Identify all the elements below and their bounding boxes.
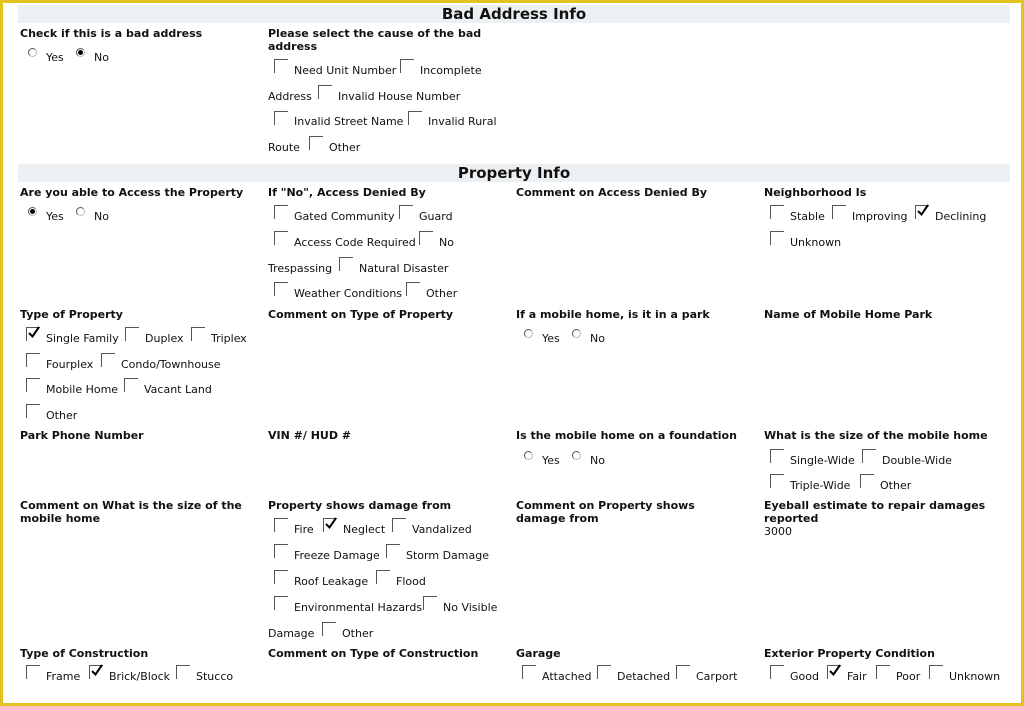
bad-address-no-radio[interactable] xyxy=(76,48,85,57)
comment-size-label: Comment on What is the size of the mobile home xyxy=(20,499,242,525)
type-fourplex-checkbox[interactable] xyxy=(26,353,40,367)
denied-trespassing-label: Trespassing xyxy=(268,262,333,275)
damage-environmental-label: Environmental Hazards xyxy=(294,601,423,614)
section-header-bad-address: Bad Address Info xyxy=(18,5,1010,23)
exterior-fair-label: Fair xyxy=(847,670,867,683)
damage-freeze-checkbox[interactable] xyxy=(274,544,288,558)
exterior-good-checkbox[interactable] xyxy=(770,665,784,679)
damage-vandalized-checkbox[interactable] xyxy=(392,518,406,532)
section-header-property-info: Property Info xyxy=(18,164,1010,182)
cause-other-checkbox[interactable] xyxy=(309,136,323,150)
cause-address-label: Address xyxy=(268,90,312,103)
mobile-in-park-label: If a mobile home, is it in a park xyxy=(516,308,710,321)
estimate-label: Eyeball estimate to repair damages reported xyxy=(764,499,986,525)
park-phone-label: Park Phone Number xyxy=(20,429,144,442)
denied-weather-conditions-checkbox[interactable] xyxy=(274,282,288,296)
bad-address-yes-label: Yes xyxy=(46,51,64,64)
denied-access-code-checkbox[interactable] xyxy=(274,231,288,245)
damage-roof-leakage-label: Roof Leakage xyxy=(294,575,369,588)
damage-storm-checkbox[interactable] xyxy=(386,544,400,558)
checkmark-icon xyxy=(916,203,930,217)
cause-other-label: Other xyxy=(329,141,361,154)
park-no-label: No xyxy=(590,332,605,345)
type-duplex-label: Duplex xyxy=(145,332,184,345)
construction-frame-label: Frame xyxy=(46,670,81,683)
damage-damage-label: Damage xyxy=(268,627,315,640)
access-yes-label: Yes xyxy=(46,210,64,223)
cause-incomplete-label: Incomplete xyxy=(420,64,482,77)
damage-no-visible-checkbox[interactable] xyxy=(423,596,437,610)
construction-stucco-label: Stucco xyxy=(196,670,234,683)
damage-label: Property shows damage from xyxy=(268,499,452,512)
denied-gated-community-label: Gated Community xyxy=(294,210,395,223)
comment-type-label: Comment on Type of Property xyxy=(268,308,454,321)
garage-detached-label: Detached xyxy=(617,670,671,683)
size-double-wide-label: Double-Wide xyxy=(882,454,952,467)
type-fourplex-label: Fourplex xyxy=(46,358,94,371)
type-triplex-checkbox[interactable] xyxy=(191,327,205,341)
construction-stucco-checkbox[interactable] xyxy=(176,665,190,679)
type-condo-townhouse-checkbox[interactable] xyxy=(101,353,115,367)
construction-frame-checkbox[interactable] xyxy=(26,665,40,679)
bad-address-no-label: No xyxy=(94,51,109,64)
denied-natural-disaster-checkbox[interactable] xyxy=(339,257,353,271)
cause-invalid-rural-label: Invalid Rural xyxy=(428,115,497,128)
checkmark-icon xyxy=(828,663,842,677)
estimate-value: 3000 xyxy=(764,525,792,538)
neighborhood-unknown-checkbox[interactable] xyxy=(770,231,784,245)
cause-need-unit-number-checkbox[interactable] xyxy=(274,59,288,73)
checkmark-icon xyxy=(27,325,41,339)
exterior-label: Exterior Property Condition xyxy=(764,647,935,660)
exterior-unknown-label: Unknown xyxy=(949,670,1001,683)
neighborhood-unknown-label: Unknown xyxy=(790,236,842,249)
garage-carport-label: Carport xyxy=(696,670,738,683)
exterior-unknown-checkbox[interactable] xyxy=(929,665,943,679)
mobile-size-label: What is the size of the mobile home xyxy=(764,429,988,442)
exterior-poor-checkbox[interactable] xyxy=(876,665,890,679)
cause-invalid-house-number-checkbox[interactable] xyxy=(318,85,332,99)
neighborhood-stable-label: Stable xyxy=(790,210,825,223)
damage-neglect-checkbox[interactable] xyxy=(323,518,337,532)
damage-neglect-label: Neglect xyxy=(343,523,386,536)
access-property-label: Are you able to Access the Property xyxy=(20,186,244,199)
type-single-family-checkbox[interactable] xyxy=(26,327,40,341)
size-other-label: Other xyxy=(880,479,912,492)
denied-other-label: Other xyxy=(426,287,458,300)
denied-access-code-label: Access Code Required xyxy=(294,236,416,249)
damage-vandalized-label: Vandalized xyxy=(412,523,472,536)
type-mobile-home-label: Mobile Home xyxy=(46,383,119,396)
size-double-wide-checkbox[interactable] xyxy=(862,449,876,463)
denied-other-checkbox[interactable] xyxy=(406,282,420,296)
checkmark-icon xyxy=(324,516,338,530)
type-mobile-home-checkbox[interactable] xyxy=(26,378,40,392)
garage-carport-checkbox[interactable] xyxy=(676,665,690,679)
garage-detached-checkbox[interactable] xyxy=(597,665,611,679)
comment-access-label: Comment on Access Denied By xyxy=(516,186,708,199)
type-vacant-land-label: Vacant Land xyxy=(144,383,212,396)
denied-no-label: No xyxy=(439,236,454,249)
cause-need-unit-number-label: Need Unit Number xyxy=(294,64,397,77)
type-of-property-label: Type of Property xyxy=(20,308,123,321)
damage-flood-checkbox[interactable] xyxy=(376,570,390,584)
type-duplex-checkbox[interactable] xyxy=(125,327,139,341)
park-no-radio[interactable] xyxy=(572,329,581,338)
neighborhood-label: Neighborhood Is xyxy=(764,186,867,199)
cause-incomplete-checkbox[interactable] xyxy=(400,59,414,73)
type-condo-townhouse-label: Condo/Townhouse xyxy=(121,358,221,371)
cause-route-label: Route xyxy=(268,141,300,154)
checkmark-icon xyxy=(90,663,104,677)
type-single-family-label: Single Family xyxy=(46,332,119,345)
damage-roof-leakage-checkbox[interactable] xyxy=(274,570,288,584)
access-yes-radio[interactable] xyxy=(28,207,37,216)
size-triple-wide-checkbox[interactable] xyxy=(770,474,784,488)
denied-weather-conditions-label: Weather Conditions xyxy=(294,287,403,300)
access-no-label: No xyxy=(94,210,109,223)
cause-invalid-house-number-label: Invalid House Number xyxy=(338,90,461,103)
cause-invalid-street-name-label: Invalid Street Name xyxy=(294,115,404,128)
denied-guard-checkbox[interactable] xyxy=(399,205,413,219)
garage-attached-checkbox[interactable] xyxy=(522,665,536,679)
type-other-label: Other xyxy=(46,409,78,422)
comment-damage-label: Comment on Property shows damage from xyxy=(516,499,695,525)
damage-other-label: Other xyxy=(342,627,374,640)
foundation-no-label: No xyxy=(590,454,605,467)
construction-brick-block-label: Brick/Block xyxy=(109,670,170,683)
park-yes-radio[interactable] xyxy=(524,329,533,338)
damage-fire-checkbox[interactable] xyxy=(274,518,288,532)
denied-no-checkbox[interactable] xyxy=(419,231,433,245)
foundation-yes-label: Yes xyxy=(542,454,560,467)
cause-invalid-street-name-checkbox[interactable] xyxy=(274,111,288,125)
foundation-no-radio[interactable] xyxy=(572,451,581,460)
comment-construction-label: Comment on Type of Construction xyxy=(268,647,479,660)
park-name-label: Name of Mobile Home Park xyxy=(764,308,933,321)
bad-address-cause-label: Please select the cause of the bad address xyxy=(268,27,482,53)
cause-invalid-rural-checkbox[interactable] xyxy=(408,111,422,125)
size-other-checkbox[interactable] xyxy=(860,474,874,488)
size-single-wide-label: Single-Wide xyxy=(790,454,855,467)
damage-storm-label: Storm Damage xyxy=(406,549,489,562)
denied-guard-label: Guard xyxy=(419,210,453,223)
damage-environmental-checkbox[interactable] xyxy=(274,596,288,610)
type-vacant-land-checkbox[interactable] xyxy=(124,378,138,392)
size-single-wide-checkbox[interactable] xyxy=(770,449,784,463)
foundation-label: Is the mobile home on a foundation xyxy=(516,429,737,442)
park-yes-label: Yes xyxy=(542,332,560,345)
size-triple-wide-label: Triple-Wide xyxy=(790,479,851,492)
neighborhood-improving-label: Improving xyxy=(852,210,908,223)
garage-label: Garage xyxy=(516,647,561,660)
exterior-poor-label: Poor xyxy=(896,670,921,683)
neighborhood-stable-checkbox[interactable] xyxy=(770,205,784,219)
damage-fire-label: Fire xyxy=(294,523,314,536)
damage-freeze-label: Freeze Damage xyxy=(294,549,380,562)
type-other-checkbox[interactable] xyxy=(26,404,40,418)
damage-other-checkbox[interactable] xyxy=(322,622,336,636)
denied-natural-disaster-label: Natural Disaster xyxy=(359,262,449,275)
neighborhood-improving-checkbox[interactable] xyxy=(832,205,846,219)
access-no-radio[interactable] xyxy=(76,207,85,216)
damage-flood-label: Flood xyxy=(396,575,426,588)
exterior-fair-checkbox[interactable] xyxy=(827,665,841,679)
vin-label: VIN #/ HUD # xyxy=(268,429,352,442)
garage-attached-label: Attached xyxy=(542,670,592,683)
construction-label: Type of Construction xyxy=(20,647,149,660)
access-denied-label: If "No", Access Denied By xyxy=(268,186,426,199)
type-triplex-label: Triplex xyxy=(211,332,247,345)
damage-no-visible-label: No Visible xyxy=(443,601,498,614)
exterior-good-label: Good xyxy=(790,670,819,683)
construction-brick-block-checkbox[interactable] xyxy=(89,665,103,679)
foundation-yes-radio[interactable] xyxy=(524,451,533,460)
bad-address-check-label: Check if this is a bad address xyxy=(20,27,203,40)
neighborhood-declining-label: Declining xyxy=(935,210,987,223)
bad-address-yes-radio[interactable] xyxy=(28,48,37,57)
neighborhood-declining-checkbox[interactable] xyxy=(915,205,929,219)
denied-gated-community-checkbox[interactable] xyxy=(274,205,288,219)
